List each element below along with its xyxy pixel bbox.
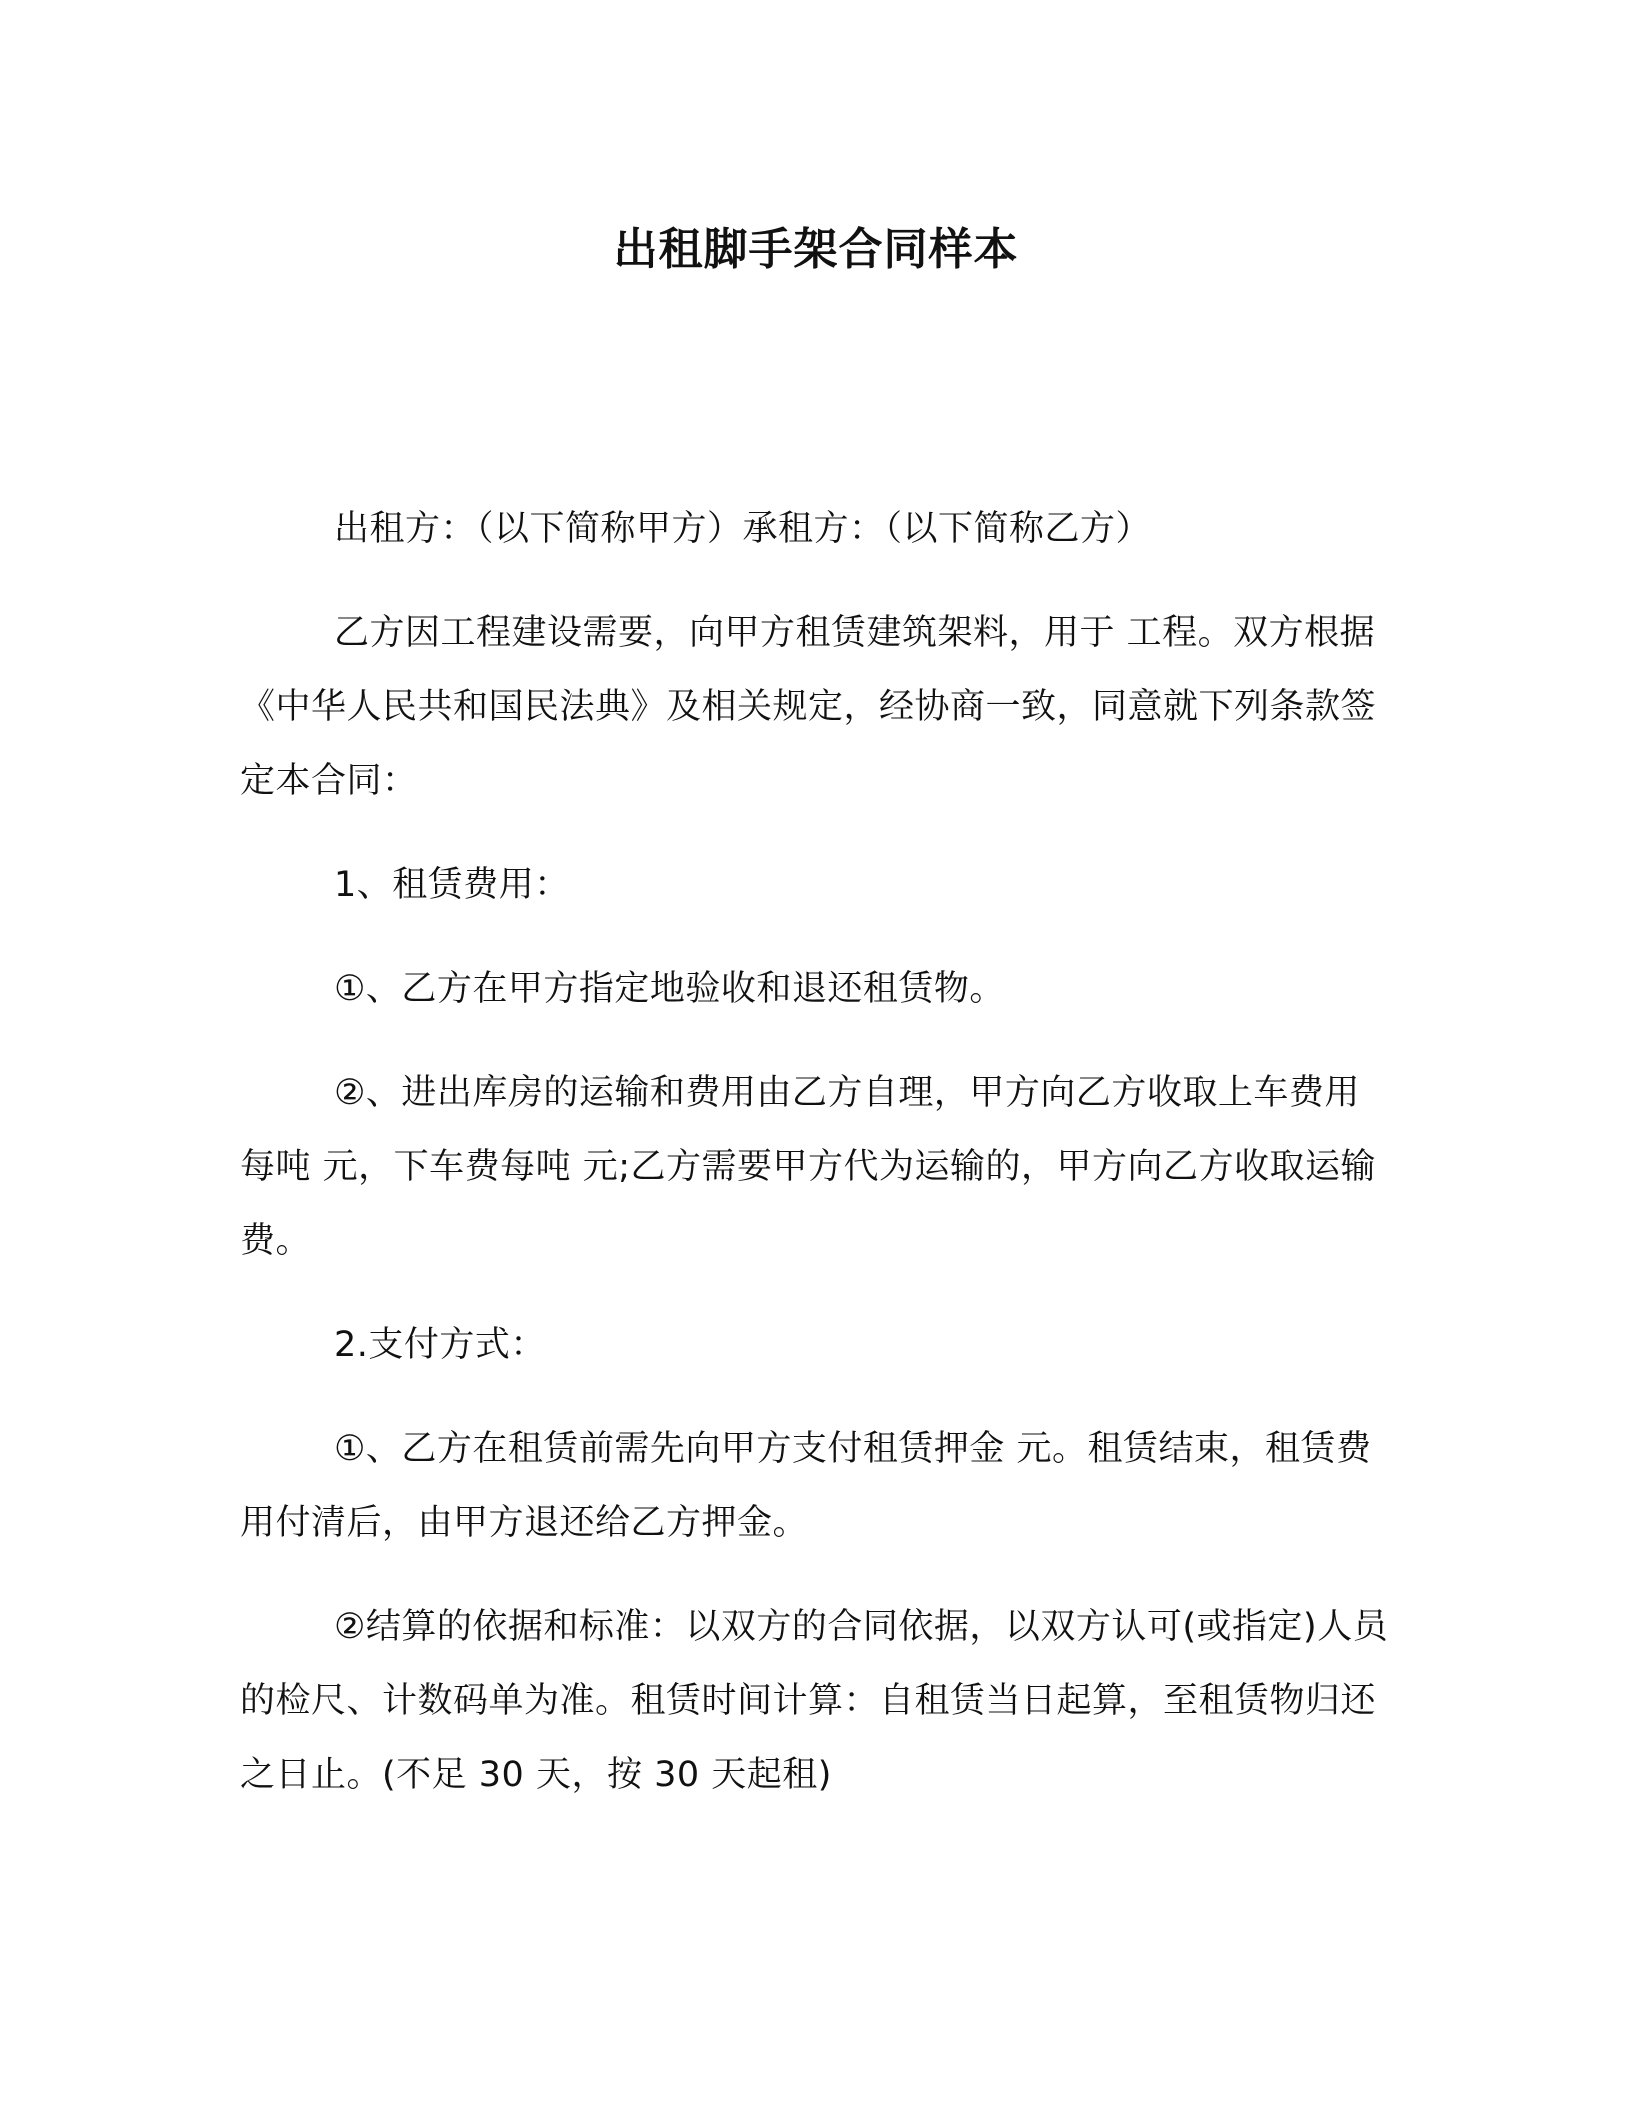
section-heading-payment: 2.支付方式： xyxy=(334,1325,546,1365)
document-title: 出租脚手架合同样本 xyxy=(613,224,1019,275)
preamble-paragraph: 乙方因工程建设需要，向甲方租赁建筑架料，用于 工程。双方根据《中华人民共和国民法典》及相关规定，经协商一致，同意就下列条款签定本合同： xyxy=(240,613,1377,801)
clause-2-1: ①、乙方在租赁前需先向甲方支付租赁押金 元。租赁结束，租赁费用付清后，由甲方退还给乙方押金。 xyxy=(240,1429,1372,1543)
clause-2-2: ②结算的依据和标准：以双方的合同依据，以双方认可(或指定)人员的检尺、计数码单为准。租赁时间计算：自租赁当日起算，至租赁物归还之日止。(不足 30 天，按 30 天起租) xyxy=(240,1607,1389,1795)
section-heading-rental-fee: 1、租赁费用： xyxy=(334,865,570,905)
clause-1-2: ②、进出库房的运输和费用由乙方自理，甲方向乙方收取上车费用每吨 元，下车费每吨 元;乙方需要甲方代为运输的，甲方向乙方收取运输费。 xyxy=(240,1073,1377,1261)
parties-paragraph: 出租方：（以下简称甲方）承租方：（以下简称乙方） xyxy=(334,509,1152,549)
document-body xyxy=(240,492,1392,1842)
clause-1-1: ①、乙方在甲方指定地验收和退还租赁物。 xyxy=(334,969,1005,1009)
